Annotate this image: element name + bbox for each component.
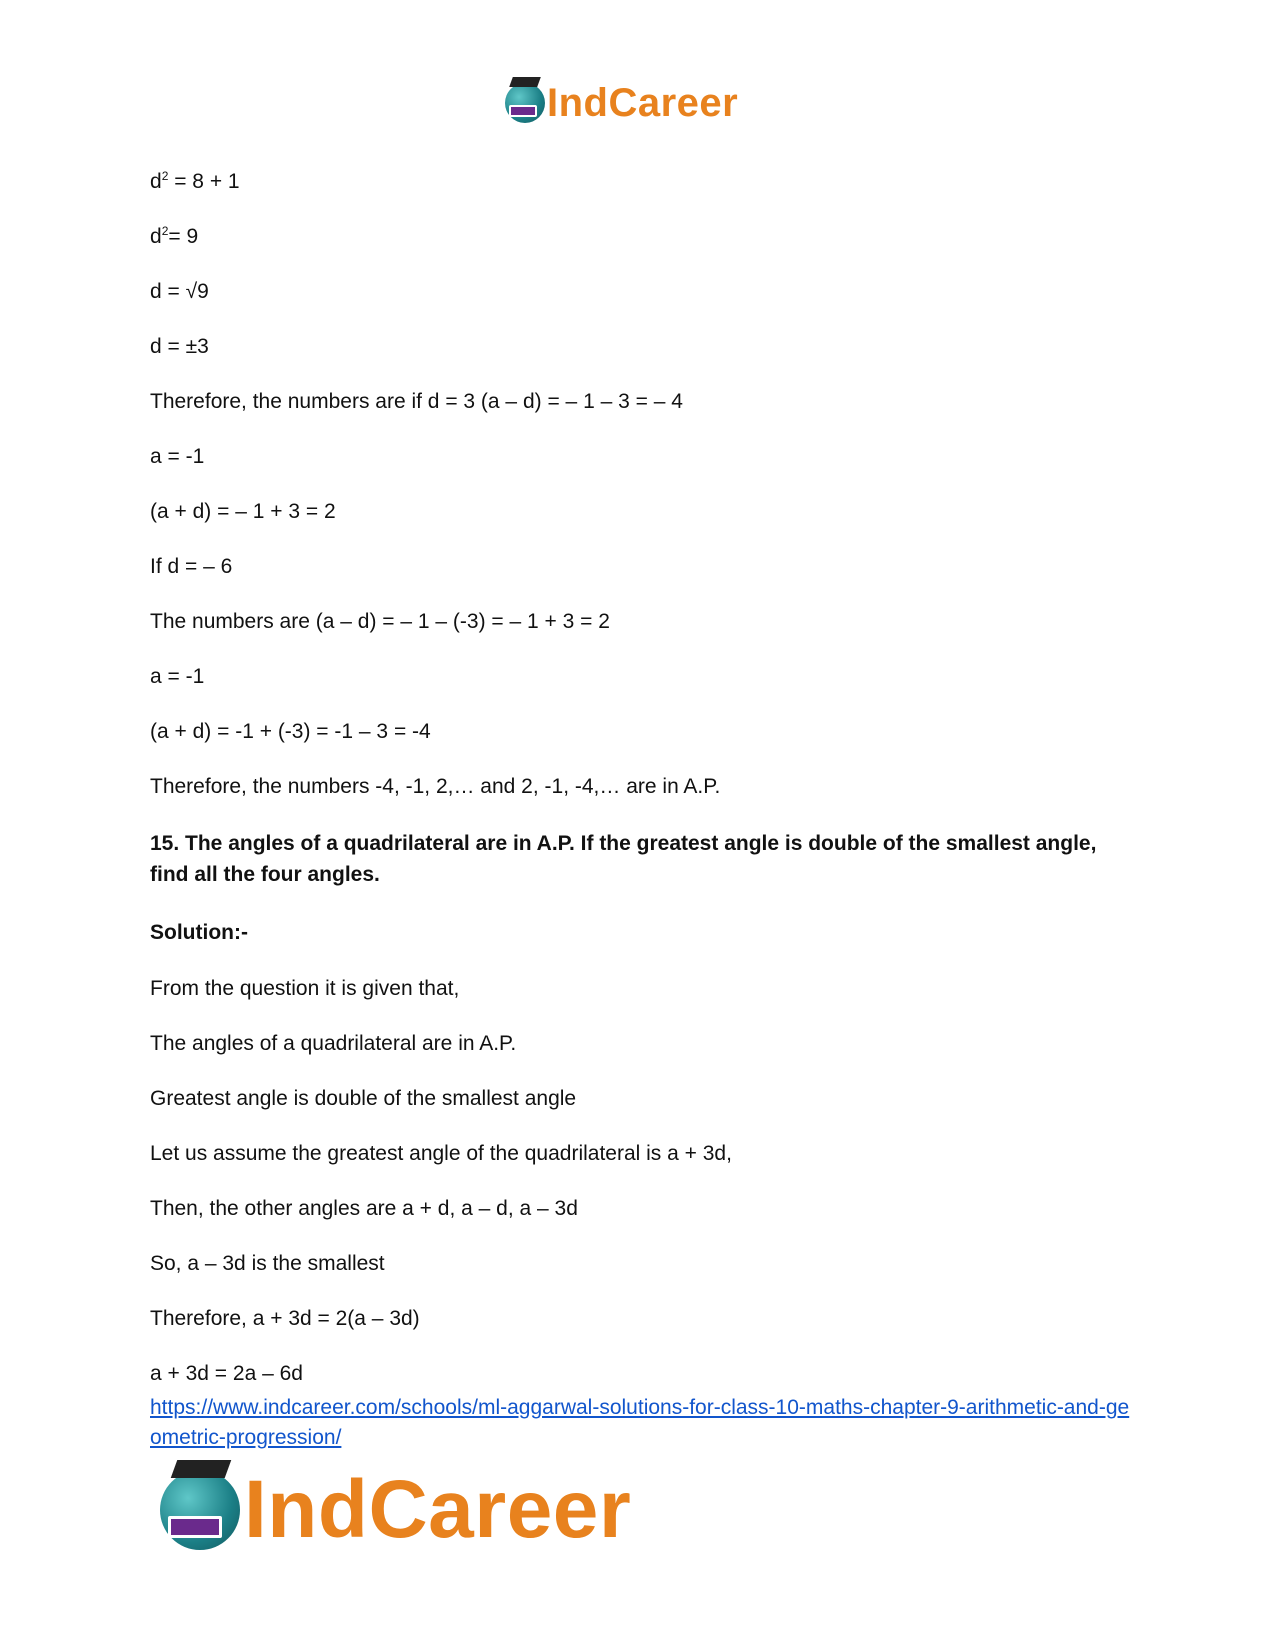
document-body: [150, 168, 1130, 1415]
equation-line: $d^2 = 8 + 1$: [150, 169, 240, 193]
equation-line: d = ±3: [150, 335, 209, 358]
solution-line: The angles of a quadrilateral are in A.P.: [150, 1032, 517, 1055]
equation-line: $d^2= 9$: [150, 224, 199, 248]
solution-line: Greatest angle is double of the smallest angle: [150, 1087, 577, 1110]
equation-line: a = -1: [150, 665, 205, 688]
graduation-cap-icon: [171, 1460, 232, 1478]
solution-line: Let us assume the greatest angle of the quadrilateral is a + 3d,: [150, 1142, 732, 1165]
question-heading: 15. The angles of a quadrilateral are in A.P. If the greatest angle is double of the smallest angle, find all the four angles.: [150, 832, 1097, 886]
footer-logo: [160, 1465, 631, 1555]
solution-line: So, a – 3d is the smallest: [150, 1252, 385, 1275]
text-line: The numbers are (a – d) = – 1 – (-3) = – 1 + 3 = 2: [150, 610, 610, 633]
logo-text: IndCareer: [547, 80, 739, 125]
equation-line: (a + d) = – 1 + 3 = 2: [150, 500, 336, 523]
book-icon: [168, 1516, 222, 1538]
text-line: Therefore, the numbers are if d = 3 (a – d) = – 1 – 3 = – 4: [150, 390, 683, 413]
solution-label: Solution:-: [150, 921, 248, 944]
solution-line: From the question it is given that,: [150, 977, 460, 1000]
solution-line: Therefore, a + 3d = 2(a – 3d): [150, 1307, 420, 1330]
logo-text: IndCareer: [244, 1464, 632, 1555]
solution-line: a + 3d = 2a – 6d: [150, 1362, 303, 1385]
equation-line: a = -1: [150, 445, 205, 468]
logo-globe-icon: [505, 83, 545, 123]
equation-line: If d = – 6: [150, 555, 233, 578]
header-logo: [505, 78, 738, 128]
logo-globe-icon: [160, 1470, 240, 1550]
book-icon: [509, 105, 537, 117]
source-link[interactable]: https://www.indcareer.com/schools/ml-aggarwal-solutions-for-class-10-maths-chapter-9-arithmetic-and-geometric-progression/: [150, 1396, 1130, 1449]
equation-line: (a + d) = -1 + (-3) = -1 – 3 = -4: [150, 720, 431, 743]
equation-line: d = √9: [150, 280, 209, 303]
text-line: Therefore, the numbers -4, -1, 2,… and 2, -1, -4,… are in A.P.: [150, 775, 721, 798]
solution-line: Then, the other angles are a + d, a – d, a – 3d: [150, 1197, 578, 1220]
graduation-cap-icon: [509, 77, 541, 87]
